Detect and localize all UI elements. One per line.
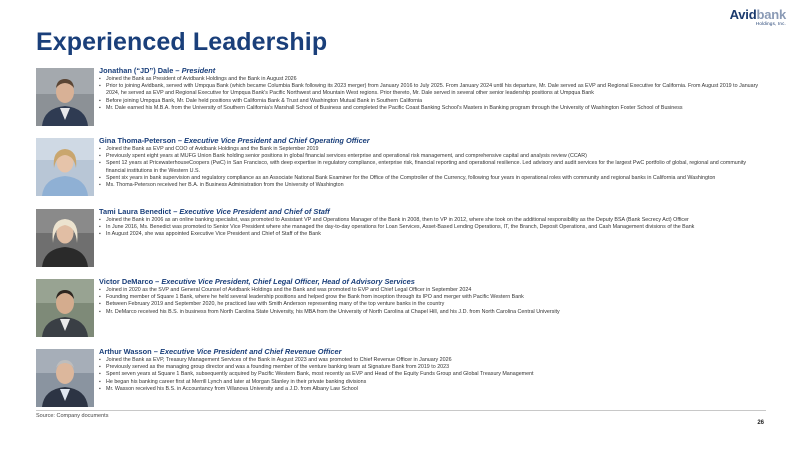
bio-bullet: ▪ Previously served as the managing group director and was a founding member of the venture banking team at Signature Bank from 2019 to 2023	[99, 364, 767, 371]
bio-bullets	[99, 357, 767, 393]
bio-bullet: ▪ Mr. Wasson received his B.S. in Accountancy from Villanova University and a J.D. from Albany Law School	[99, 386, 767, 393]
bio-bullet: ▪ Spent 12 years at PricewaterhouseCoopers (PwC) in San Francisco, with deep expertise in regulatory compliance, enterprise risk, financial reporting and operational resilience. Led advisory and audit services for the largest PwC portfolio of global, regional and community financial institutions in the Western U.S.	[99, 160, 767, 174]
headshot-photo	[36, 138, 94, 196]
bio-bullet: ▪ Previously spent eight years at MUFG Union Bank holding senior positions in global financial services enterprise and operational risk management, and comprehensive capital and analysis review (CCAR)	[99, 153, 767, 160]
bio-bullet: ▪ Joined in 2020 as the SVP and General Counsel of Avidbank Holdings and the Bank and was promoted to EVP and Chief Legal Officer in September 2024	[99, 287, 767, 294]
bio-bullet: ▪ In August 2024, she was appointed Executive Vice President and Chief of Staff of the Bank	[99, 231, 767, 238]
bio-bullet: ▪ Ms. Thoma-Peterson received her B.A. in Business Administration from the University of Washington	[99, 182, 767, 189]
bio-bullets	[99, 287, 767, 316]
logo-wordmark: Avidbank	[729, 7, 786, 22]
bio-bullet: ▪ Joined the Bank as EVP and COO of Avidbank Holdings and the Bank in September 2019	[99, 146, 767, 153]
executive-name-title: Jonathan (“JD”) Dale – President	[99, 66, 216, 75]
bio-bullet: ▪ Joined the Bank as President of Avidbank Holdings and the Bank in August 2026	[99, 76, 767, 83]
footer-divider	[36, 410, 766, 411]
headshot-photo	[36, 209, 94, 267]
bio-bullet: ▪ Mr. DeMarco received his B.S. in business from North Carolina State University, his MBA from the University of North Carolina at Chapel Hill, and his J.D. from North Carolina Central University	[99, 309, 767, 316]
bio-bullet: ▪ Spent six years in bank supervision and regulatory compliance as an Associate National Bank Examiner for the Office of the Comptroller of the Currency, following four years in operational roles with community and regional banks in California and Washington	[99, 175, 767, 182]
bio-bullet: ▪ Joined the Bank as EVP, Treasury Management Services of the Bank in August 2023 and was promoted to Chief Revenue Officer in January 2026	[99, 357, 767, 364]
bio-bullets	[99, 217, 767, 239]
executive-name-title: Tami Laura Benedict – Executive Vice President and Chief of Staff	[99, 207, 330, 216]
headshot-photo	[36, 279, 94, 337]
source-note: Source: Company documents	[36, 413, 109, 419]
bio-bullet: ▪ In June 2016, Ms. Benedict was promoted to Senior Vice President where she managed the day-to-day operations for Loan Services, Asset-Based Lending Operations, IT, the Branch, Deposit Operations, and Cash Management divisions of the Bank	[99, 224, 767, 231]
bio-bullet: ▪ Joined the Bank in 2006 as an online banking specialist, was promoted to Assistant VP and Operations Manager of the Bank in 2008, then to VP in 2012, where she took on the additional responsibility as the Deputy BSA (Bank Secrecy Act) Officer	[99, 217, 767, 224]
page-number: 26	[757, 420, 764, 426]
bio-bullet: ▪ Between February 2019 and September 2020, he practiced law with Smith Anderson representing many of the top venture banks in the country	[99, 301, 767, 308]
executive-name-title: Gina Thoma-Peterson – Executive Vice President and Chief Operating Officer	[99, 136, 370, 145]
bio-bullet: ▪ Prior to joining Avidbank, served with Umpqua Bank (which became Columbia Bank following its 2023 merger) from January 2016 to July 2025. From January 2024 until his departure, Mr. Dale served as EVP and Regional Executive for California. From August 2019 to January 2024, he served as EVP and Regional Executive for Umpqua Bank's Pacific Northwest and Mountain West regions. Prior thereto, Mr. Dale served in several other senior leadership positions at Umpqua Bank	[99, 83, 767, 97]
headshot-photo	[36, 349, 94, 407]
bio-bullets	[99, 76, 767, 112]
bio-bullet: ▪ Founding member of Square 1 Bank, where he held several leadership positions and helped grow the Bank from inception through its IPO and merger with Pacific Western Bank	[99, 294, 767, 301]
executive-name-title: Victor DeMarco – Executive Vice President, Chief Legal Officer, Head of Advisory Services	[99, 277, 415, 286]
logo-subtitle: Holdings, Inc.	[755, 21, 786, 26]
headshot-photo	[36, 68, 94, 126]
executive-name-title: Arthur Wasson – Executive Vice President and Chief Revenue Officer	[99, 347, 342, 356]
bio-bullets	[99, 146, 767, 189]
bio-bullet: ▪ He began his banking career first at Merrill Lynch and later at Morgan Stanley in their private banking divisions	[99, 379, 767, 386]
bio-bullet: ▪ Before joining Umpqua Bank, Mr. Dale held positions with California Bank & Trust and Washington Mutual Bank in Southern California	[99, 98, 767, 105]
company-logo	[730, 8, 786, 27]
bio-bullet: ▪ Spent seven years at Square 1 Bank, subsequently acquired by Pacific Western Bank, most recently as EVP and Head of the Equity Funds Group and Global Treasury Management	[99, 371, 767, 378]
page-title: Experienced Leadership	[36, 28, 328, 56]
bio-bullet: ▪ Mr. Dale earned his M.B.A. from the University of Southern California's Marshall School of Business and completed the Pacific Coast Banking School's Masters in Banking program through the University of Washington Foster School of Business	[99, 105, 767, 112]
